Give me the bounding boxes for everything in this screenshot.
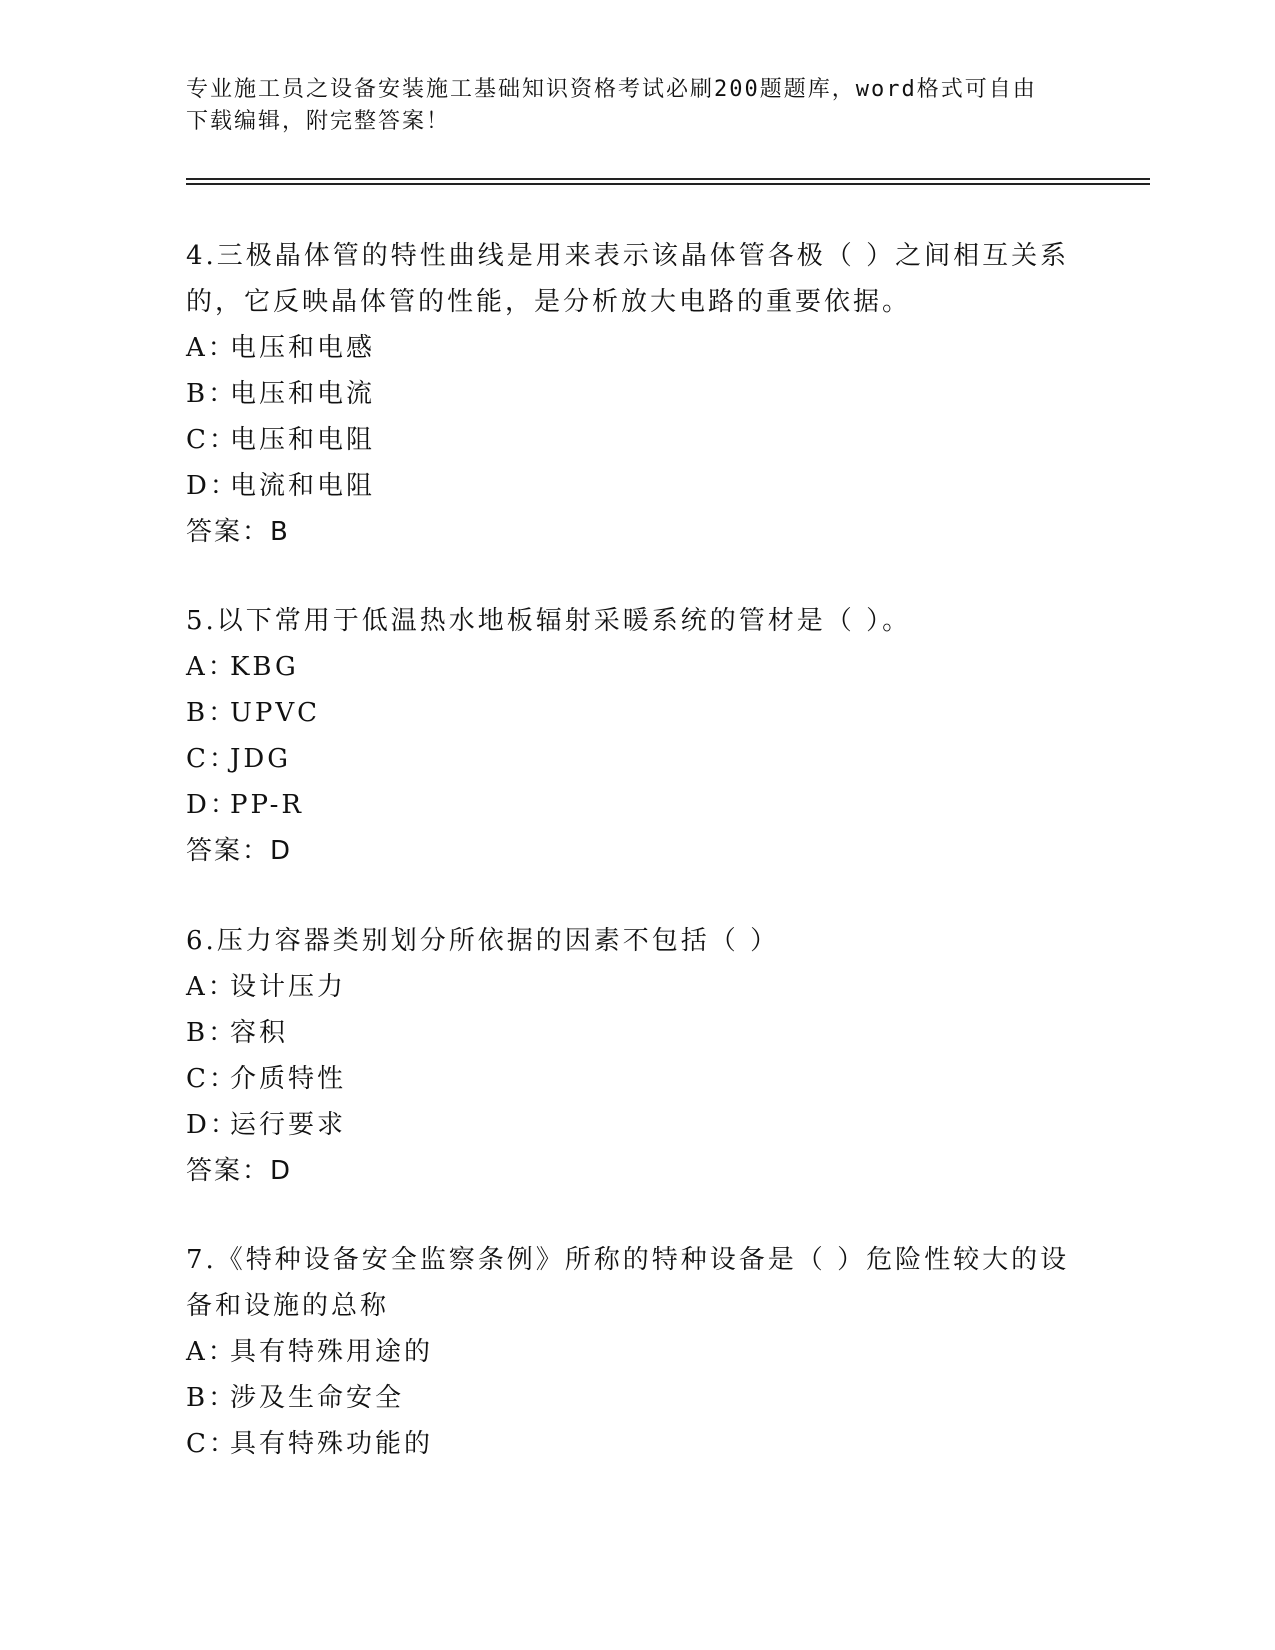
question-stem-line: 7.《特种设备安全监察条例》所称的特种设备是（ ）危险性较大的设 xyxy=(186,1245,1070,1275)
answer-line: 答案：B xyxy=(186,517,290,547)
question-stem-line: 的，它反映晶体管的性能，是分析放大电路的重要依据。 xyxy=(186,287,912,317)
question-stem-line: 6.压力容器类别划分所依据的因素不包括（ ） xyxy=(186,926,780,956)
option-c xyxy=(186,1056,1086,1102)
question-stem-line: 备和设施的总称 xyxy=(186,1291,390,1321)
question-stem xyxy=(186,598,1086,644)
option-letter: A： xyxy=(186,652,237,682)
option-b xyxy=(186,1375,1086,1421)
question-7 xyxy=(186,1237,1086,1467)
option-a xyxy=(186,325,1086,371)
option-b xyxy=(186,690,1086,736)
option-letter: B： xyxy=(186,1018,238,1048)
question-stem xyxy=(186,233,1086,325)
header-divider-bottom xyxy=(186,183,1150,185)
header-line-1: 专业施工员之设备安装施工基础知识资格考试必刷200题题库，word格式可自由 xyxy=(186,77,1037,102)
option-text: KBG xyxy=(230,652,299,682)
document-header xyxy=(186,74,1086,138)
option-letter: B： xyxy=(186,379,238,409)
option-letter: C： xyxy=(186,744,238,774)
option-text: 容积 xyxy=(230,1018,289,1048)
option-letter: B： xyxy=(186,1383,238,1413)
option-text: 电流和电阻 xyxy=(230,471,376,501)
option-b xyxy=(186,371,1086,417)
option-text: 设计压力 xyxy=(230,972,347,1002)
question-4 xyxy=(186,233,1086,555)
option-b xyxy=(186,1010,1086,1056)
option-letter: D： xyxy=(186,790,239,820)
option-c xyxy=(186,736,1086,782)
option-text: JDG xyxy=(230,744,292,774)
option-d xyxy=(186,782,1086,828)
option-c xyxy=(186,417,1086,463)
question-stem xyxy=(186,1237,1086,1329)
option-text: 电压和电流 xyxy=(230,379,376,409)
option-letter: D： xyxy=(186,1110,239,1140)
question-stem xyxy=(186,918,1086,964)
option-letter: C： xyxy=(186,1429,238,1459)
option-text: UPVC xyxy=(230,698,321,728)
option-d xyxy=(186,1102,1086,1148)
option-letter: C： xyxy=(186,425,238,455)
option-letter: C： xyxy=(186,1064,238,1094)
header-divider-top xyxy=(186,178,1150,180)
option-letter: D： xyxy=(186,471,239,501)
header-line-2: 下载编辑，附完整答案！ xyxy=(186,109,451,134)
answer-line: 答案：D xyxy=(186,1156,293,1186)
option-c xyxy=(186,1421,1086,1467)
option-d xyxy=(186,463,1086,509)
question-5 xyxy=(186,598,1086,874)
question-stem-line: 5.以下常用于低温热水地板辐射采暖系统的管材是（ ）。 xyxy=(186,606,912,636)
option-letter: A： xyxy=(186,972,237,1002)
option-text: 涉及生命安全 xyxy=(230,1383,405,1413)
option-a xyxy=(186,1329,1086,1375)
option-text: 电压和电感 xyxy=(230,333,376,363)
option-letter: A： xyxy=(186,333,237,363)
option-letter: B： xyxy=(186,698,238,728)
option-text: 介质特性 xyxy=(230,1064,347,1094)
option-a xyxy=(186,644,1086,690)
option-a xyxy=(186,964,1086,1010)
option-text: 电压和电阻 xyxy=(230,425,376,455)
option-text: 运行要求 xyxy=(230,1110,347,1140)
question-6 xyxy=(186,918,1086,1194)
option-letter: A： xyxy=(186,1337,237,1367)
answer-line: 答案：D xyxy=(186,836,293,866)
question-stem-line: 4.三极晶体管的特性曲线是用来表示该晶体管各极（ ）之间相互关系 xyxy=(186,241,1070,271)
option-text: 具有特殊功能的 xyxy=(230,1429,434,1459)
option-text: PP-R xyxy=(230,790,304,820)
option-text: 具有特殊用途的 xyxy=(230,1337,434,1367)
